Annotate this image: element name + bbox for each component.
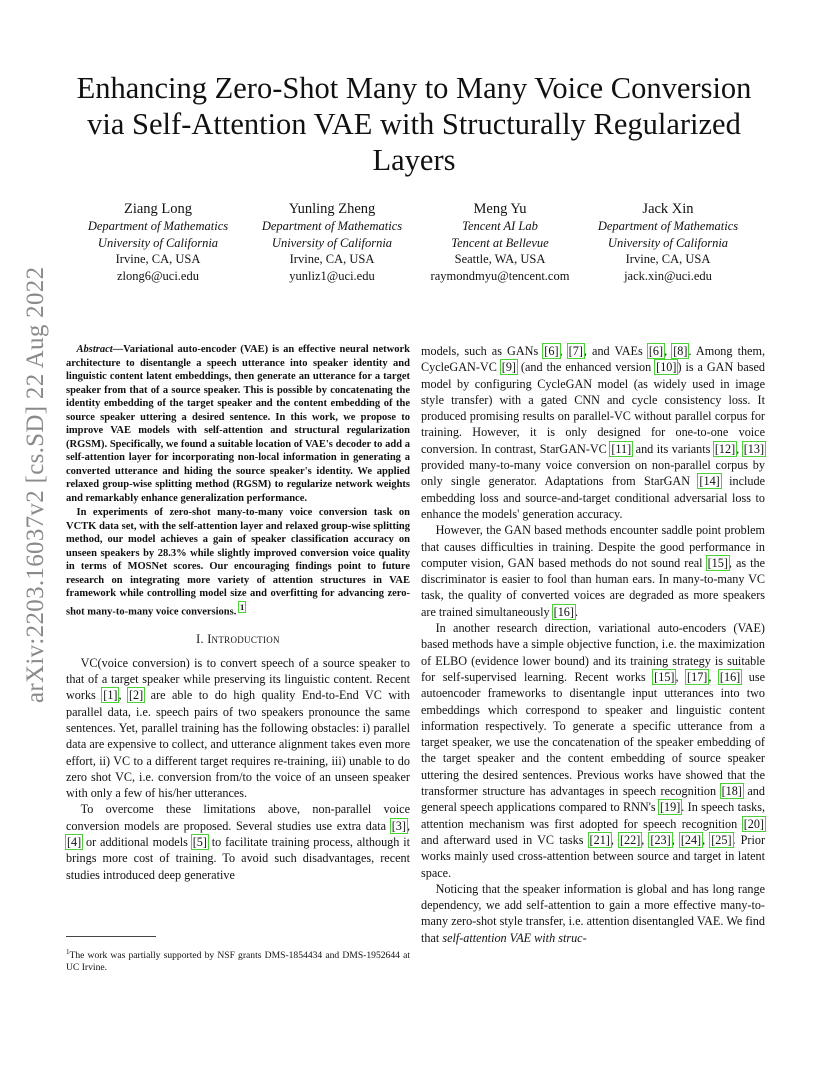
citation-link[interactable]: [8]: [673, 344, 688, 358]
author-location: Irvine, CA, USA: [289, 252, 375, 266]
paper-title: Enhancing Zero-Shot Many to Many Voice Conversion via Self-Attention VAE with Structurally Regularized Layers: [76, 71, 752, 177]
abstract-paragraph-2: In experiments of zero-shot many-to-many voice conversion task on VCTK data set, with the self-attention layer and relaxed group-wise splitting method, our model achieves a gain of speaker classification accuracy on unseen speakers by 28.3% while slightly improved conversion voice quality in terms of MOSNet scores. Our encouraging findings point to future research on integrating more variety of attention structures in VAE framework while controlling model size and overfitting for advancing zero-shot many-to-many voice conversions. $^1$: [66, 507, 410, 617]
author-email: yunliz1@uci.edu: [289, 268, 375, 283]
author-1: [70, 201, 246, 284]
right-paragraph-1: models, such as GANs [6], [7], and VAEs [6], [8]. Among them, CycleGAN-VC [9] (and the enhanced version [10]) is a GAN based model by configuring CycleGAN model (as widely used in image style transfer) with a gated CNN and cycle consistency loss. It produced promising results on parallel-VC without parallel corpus for training. However, it is only designed for one-to-one voice conversion. In contrast, StarGAN-VC [11] and its variants [12], [13] provided many-to-many voice conversion on non-parallel corpus by only single generator. Adaptations from StarGAN [14] include embedding loss and source-and-target conditional adversarial loss to enhance the models' generation accuracy.: [421, 344, 765, 521]
footnote-text: The work was partially supported by NSF grants DMS-1854434 and DMS-1952644 at UC Irvine.: [66, 950, 410, 974]
right-column: [421, 343, 765, 946]
right-paragraph-2: However, the GAN based methods encounter saddle point problem that causes difficulties in training. Despite the good performance in computer vision, GAN based methods do not sound real [15], as the discriminator is easier to fool than human ears. In many-to-many VC task, the quality of converted voices are degraded as more speakers are trained simultaneously [16].: [421, 523, 766, 619]
author-dept: Department of Mathematics: [261, 219, 403, 233]
author-dept: Department of Mathematics: [597, 219, 739, 233]
author-institution: Tencent at Bellevue: [451, 235, 549, 250]
left-column: [66, 343, 410, 883]
author-block: [70, 201, 758, 291]
citation-link[interactable]: [7]: [568, 344, 583, 358]
author-institution: University of California: [271, 235, 393, 250]
abstract-label: Abstract: [76, 344, 113, 355]
author-2: [244, 201, 420, 284]
citation-link[interactable]: [22]: [619, 832, 641, 847]
author-dept: Tencent AI Lab: [462, 219, 538, 233]
abstract-paragraph-1: Abstract—Variational auto-encoder (VAE) is an effective neural network architecture to disentangle a speech utterance into speaker identity and linguistic content latent embeddings, then generate an utterance for a target speaker from that of a source speaker. This is possible by concatenating the identity embedding of the target speaker and the content embedding of the source speaker uttering a desired sentence. In this work, we propose to improve VAE models with self-attention and structural regularization (RGSM). Specifically, we found a suitable location of VAE's decoder to add a self-attention layer for incorporating non-local information in generating a converted utterance and hiding the source speaker's identity. We applied relaxed group-wise splitting method (RGSM) to regularize network weights and remarkably enhance generalization performance.: [66, 344, 410, 504]
footnote-mark: 1: [66, 948, 70, 956]
author-dept: Department of Mathematics: [87, 219, 229, 233]
author-name: Yunling Zheng: [288, 201, 376, 217]
citation-link[interactable]: [2]: [129, 688, 144, 703]
citation-link[interactable]: [23]: [650, 832, 671, 847]
author-name: Meng Yu: [473, 201, 527, 217]
citation-link[interactable]: [20]: [743, 816, 764, 831]
citation-link[interactable]: [25]: [711, 832, 732, 847]
citation-link[interactable]: [11]: [611, 441, 632, 456]
author-location: Seattle, WA, USA: [454, 252, 546, 266]
footnote-link[interactable]: 1: [239, 601, 245, 612]
citation-link[interactable]: [10]: [656, 360, 677, 375]
intro-paragraph-1: VC(voice conversion) is to convert speech of a source speaker to that of a target speaker while preserving its linguistic content. Recent works [1], [2] are able to do high quality End-to-End VC with parallel data, i.e. speech pairs of two speakers pronounce the same sentences. Yet, parallel training has the following obstacles: i) parallel data are expensive to collect, and utterance alignment takes even more effort, ii) VC to a different target requires re-training, iii) unable to do zero shot VC, i.e. conversion from/to the voice of an unseen speaker with only a few of his/her utterances.: [66, 655, 410, 801]
author-institution: University of California: [607, 235, 729, 250]
citation-link[interactable]: [12]: [714, 441, 736, 456]
citation-link[interactable]: [18]: [721, 784, 742, 799]
author-4: [580, 201, 756, 284]
author-3: [412, 201, 588, 284]
intro-paragraph-2: To overcome these limitations above, non-parallel voice conversion models are proposed. Several studies use extra data [3], [4] or additional models [5] to facilitate training process, although it brings more cost of training. To avoid such disadvantages, recent studies introduced deep generative: [66, 802, 410, 882]
citation-link[interactable]: [14]: [699, 474, 720, 489]
citation-link[interactable]: [6]: [544, 344, 559, 358]
citation-link[interactable]: [4]: [67, 835, 82, 850]
section-heading-introduction: I. Introduction: [196, 631, 280, 646]
citation-link[interactable]: [16]: [719, 669, 741, 684]
author-email: raymondmyu@tencent.com: [430, 268, 570, 283]
citation-link[interactable]: [6]: [648, 344, 664, 358]
author-email: jack.xin@uci.edu: [624, 268, 712, 283]
citation-link[interactable]: [17]: [687, 669, 708, 684]
citation-link[interactable]: [13]: [743, 441, 765, 456]
citation-link[interactable]: [21]: [589, 832, 610, 847]
author-name: Jack Xin: [642, 201, 694, 217]
citation-link[interactable]: [15]: [654, 669, 675, 684]
citation-link[interactable]: [19]: [659, 800, 681, 815]
arxiv-identifier-stamp: arXiv:2203.16037v2 [cs.SD] 22 Aug 2022: [22, 266, 49, 703]
citation-link[interactable]: [16]: [553, 604, 574, 619]
author-name: Ziang Long: [123, 201, 193, 217]
citation-link[interactable]: [3]: [391, 818, 406, 833]
author-location: Irvine, CA, USA: [115, 252, 201, 266]
citation-link[interactable]: [9]: [501, 360, 516, 375]
author-institution: University of California: [97, 235, 219, 250]
citation-link[interactable]: [5]: [192, 835, 207, 850]
citation-link[interactable]: [24]: [680, 832, 702, 847]
author-location: Irvine, CA, USA: [625, 252, 711, 266]
right-paragraph-3: In another research direction, variational auto-encoders (VAE) based methods have a simple objective function, i.e. the maximization of ELBO (evidence lower bound) and its training strategy is suitable for self-supervised learning. Recent works [15], [17], [16] use autoencoder frameworks to disentangle input utterances into two embeddings which correspond to speaker and linguistic content information respectively. To generate a specific utterance from a target speaker, we use the concatenation of the speaker embedding of the target speaker and the content embedding of source speaker uttering the desired sentences. Previous works have showed that the transformer structure has advantages in speech recognition [18] and general speech applications compared to RNN's [19]. In speech tasks, attention mechanism was first adopted for speech recognition [20] and afterward used in VC tasks [21], [22], [23], [24], [25]. Prior works mainly used cross-attention between source and target in latent space.: [421, 621, 766, 880]
author-email: zlong6@uci.edu: [117, 268, 199, 283]
footnote-divider: [66, 936, 156, 937]
citation-link[interactable]: [15]: [707, 555, 728, 570]
citation-link[interactable]: [1]: [103, 688, 118, 703]
footnote: [66, 946, 410, 975]
right-paragraph-4: Noticing that the speaker information is global and has long range dependency, we add self-attention to gain a more effective many-to-many zero-shot style transfer, i.e. attention disentangled VAE. We find that self-attention VAE with struc-: [421, 881, 765, 945]
